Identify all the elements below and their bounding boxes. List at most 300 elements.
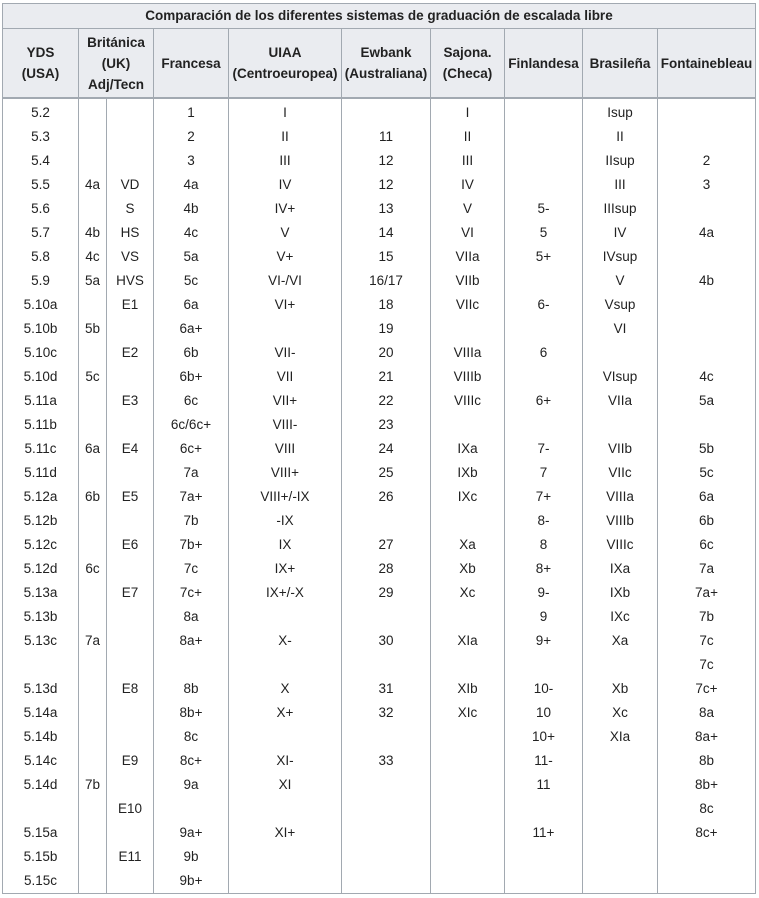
cell-finnish: 6- [505,293,583,317]
cell-uk-adj [79,581,107,605]
cell-yds: 5.14a [3,701,79,725]
cell-ewbank [342,509,431,533]
cell-ewbank [342,773,431,797]
cell-uk-adj [79,533,107,557]
cell-ewbank: 12 [342,149,431,173]
cell-french: 9b+ [154,869,229,894]
cell-finnish: 9+ [505,629,583,653]
cell-uiaa: VI+ [229,293,342,317]
cell-uiaa: X+ [229,701,342,725]
cell-ewbank: 19 [342,317,431,341]
cell-finnish: 5+ [505,245,583,269]
cell-yds: 5.14b [3,725,79,749]
cell-brazilian: IIsup [583,149,658,173]
cell-yds [3,653,79,677]
cell-french [154,797,229,821]
cell-saxon: VIIa [431,245,505,269]
table-row [3,557,756,581]
table-row [3,869,756,894]
cell-uk-tech [107,557,154,581]
cell-ewbank: 31 [342,677,431,701]
cell-fontainebleau [658,317,756,341]
cell-brazilian: VIIc [583,461,658,485]
cell-fontainebleau: 8b+ [658,773,756,797]
cell-yds: 5.12b [3,509,79,533]
table-row [3,749,756,773]
cell-uk-adj [79,725,107,749]
cell-yds: 5.6 [3,197,79,221]
cell-brazilian: III [583,173,658,197]
cell-saxon: XIa [431,629,505,653]
cell-finnish: 5- [505,197,583,221]
cell-brazilian [583,869,658,894]
cell-brazilian: V [583,269,658,293]
cell-yds: 5.15c [3,869,79,894]
cell-yds: 5.11d [3,461,79,485]
cell-fontainebleau: 2 [658,149,756,173]
cell-uk-tech: E1 [107,293,154,317]
cell-brazilian: VIsup [583,365,658,389]
cell-fontainebleau: 6b [658,509,756,533]
cell-uk-tech [107,149,154,173]
cell-uk-tech [107,461,154,485]
cell-uk-tech: E6 [107,533,154,557]
cell-fontainebleau: 7a [658,557,756,581]
cell-uk-tech [107,773,154,797]
cell-ewbank: 16/17 [342,269,431,293]
cell-brazilian [583,821,658,845]
cell-fontainebleau: 3 [658,173,756,197]
cell-ewbank: 28 [342,557,431,581]
cell-finnish [505,845,583,869]
cell-yds: 5.15b [3,845,79,869]
table-row [3,149,756,173]
table-row [3,605,756,629]
cell-saxon [431,797,505,821]
cell-finnish [505,317,583,341]
cell-finnish [505,149,583,173]
cell-fontainebleau: 7c+ [658,677,756,701]
cell-yds: 5.8 [3,245,79,269]
cell-french: 8b+ [154,701,229,725]
cell-uk-adj: 7b [79,773,107,797]
cell-uiaa: III [229,149,342,173]
cell-uk-tech: S [107,197,154,221]
cell-finnish [505,653,583,677]
cell-brazilian [583,749,658,773]
cell-uiaa: X [229,677,342,701]
cell-uk-tech [107,605,154,629]
cell-saxon [431,725,505,749]
cell-yds: 5.10c [3,341,79,365]
cell-fontainebleau [658,98,756,125]
cell-saxon: IXc [431,485,505,509]
cell-uk-adj [79,149,107,173]
table-row [3,821,756,845]
cell-brazilian: VIIIa [583,485,658,509]
cell-uk-tech [107,125,154,149]
cell-french: 6c+ [154,437,229,461]
table-row [3,98,756,125]
cell-fontainebleau: 4c [658,365,756,389]
cell-saxon [431,821,505,845]
cell-uk-tech: E11 [107,845,154,869]
cell-fontainebleau [658,845,756,869]
cell-french: 9a [154,773,229,797]
cell-finnish: 10 [505,701,583,725]
cell-yds: 5.10d [3,365,79,389]
cell-uk-adj [79,821,107,845]
cell-uiaa: XI+ [229,821,342,845]
cell-saxon: III [431,149,505,173]
cell-uk-tech [107,413,154,437]
cell-uk-adj: 4c [79,245,107,269]
cell-uiaa: -IX [229,509,342,533]
table-row [3,533,756,557]
cell-ewbank: 29 [342,581,431,605]
table-row [3,485,756,509]
cell-uk-tech [107,98,154,125]
cell-brazilian: Xb [583,677,658,701]
cell-uiaa [229,605,342,629]
cell-yds: 5.12d [3,557,79,581]
table-row [3,701,756,725]
cell-brazilian: VIIa [583,389,658,413]
cell-brazilian: VIIIc [583,533,658,557]
cell-ewbank: 12 [342,173,431,197]
cell-brazilian: II [583,125,658,149]
table-row [3,725,756,749]
cell-fontainebleau: 4b [658,269,756,293]
cell-ewbank: 18 [342,293,431,317]
cell-uk-adj: 4b [79,221,107,245]
cell-uk-adj [79,413,107,437]
table-row [3,845,756,869]
cell-finnish: 7+ [505,485,583,509]
cell-uk-adj [79,653,107,677]
cell-finnish: 6+ [505,389,583,413]
cell-french: 7a+ [154,485,229,509]
cell-fontainebleau [658,245,756,269]
table-row [3,197,756,221]
cell-uiaa [229,653,342,677]
cell-saxon: VIIb [431,269,505,293]
cell-french: 4b [154,197,229,221]
cell-brazilian: XIa [583,725,658,749]
header-french: Francesa [154,29,229,99]
cell-ewbank [342,605,431,629]
cell-french: 5a [154,245,229,269]
cell-yds: 5.9 [3,269,79,293]
cell-uk-tech [107,653,154,677]
cell-finnish: 5 [505,221,583,245]
cell-uk-adj: 6a [79,437,107,461]
cell-finnish [505,269,583,293]
cell-brazilian: IV [583,221,658,245]
cell-yds: 5.11b [3,413,79,437]
cell-brazilian [583,845,658,869]
cell-brazilian [583,413,658,437]
header-british: Británica (UK) Adj/Tecn [79,29,154,99]
cell-ewbank: 22 [342,389,431,413]
cell-ewbank: 26 [342,485,431,509]
table-row [3,437,756,461]
table-row [3,653,756,677]
cell-yds: 5.7 [3,221,79,245]
cell-yds: 5.3 [3,125,79,149]
cell-uiaa: XI- [229,749,342,773]
cell-brazilian: IXa [583,557,658,581]
header-ewbank: Ewbank (Australiana) [342,29,431,99]
cell-uiaa: VII [229,365,342,389]
cell-yds: 5.2 [3,98,79,125]
cell-yds: 5.4 [3,149,79,173]
cell-finnish: 7- [505,437,583,461]
cell-ewbank [342,725,431,749]
cell-uk-adj: 5c [79,365,107,389]
cell-finnish: 9- [505,581,583,605]
cell-uiaa: VII+ [229,389,342,413]
cell-saxon [431,653,505,677]
cell-uk-adj: 4a [79,173,107,197]
cell-uk-tech: E5 [107,485,154,509]
cell-finnish [505,797,583,821]
cell-saxon: VIIIc [431,389,505,413]
cell-french: 8a+ [154,629,229,653]
table-row [3,629,756,653]
header-row [3,29,756,99]
cell-finnish: 10+ [505,725,583,749]
cell-saxon: Xb [431,557,505,581]
cell-french: 2 [154,125,229,149]
cell-uiaa: IX+ [229,557,342,581]
cell-uk-tech [107,869,154,894]
cell-brazilian: IXb [583,581,658,605]
cell-yds: 5.11a [3,389,79,413]
cell-french: 8b [154,677,229,701]
cell-uk-tech: E7 [107,581,154,605]
cell-french: 4c [154,221,229,245]
cell-finnish [505,98,583,125]
cell-uiaa: IV [229,173,342,197]
cell-brazilian: Xa [583,629,658,653]
cell-finnish: 11- [505,749,583,773]
cell-uk-adj [79,845,107,869]
cell-uiaa: II [229,125,342,149]
cell-uk-adj [79,341,107,365]
cell-fontainebleau [658,341,756,365]
cell-uk-tech: HVS [107,269,154,293]
cell-uk-adj: 6c [79,557,107,581]
cell-saxon: IXa [431,437,505,461]
cell-french: 7b+ [154,533,229,557]
cell-french: 6b [154,341,229,365]
cell-ewbank: 33 [342,749,431,773]
cell-uk-adj [79,197,107,221]
cell-saxon [431,773,505,797]
cell-fontainebleau: 7c [658,653,756,677]
cell-ewbank: 13 [342,197,431,221]
cell-french: 6c [154,389,229,413]
cell-uk-tech [107,725,154,749]
header-yds: YDS (USA) [3,29,79,99]
cell-french: 6b+ [154,365,229,389]
cell-saxon: Xc [431,581,505,605]
cell-uk-adj [79,389,107,413]
table-row [3,173,756,197]
cell-uk-adj: 6b [79,485,107,509]
cell-uk-tech: VD [107,173,154,197]
cell-fontainebleau [658,293,756,317]
cell-saxon [431,605,505,629]
cell-brazilian: Isup [583,98,658,125]
table-row [3,365,756,389]
cell-saxon [431,413,505,437]
cell-uk-adj [79,797,107,821]
table-row [3,221,756,245]
table-row [3,797,756,821]
cell-ewbank [342,797,431,821]
cell-finnish [505,125,583,149]
cell-french [154,653,229,677]
cell-uiaa: VI-/VI [229,269,342,293]
cell-uk-adj [79,605,107,629]
cell-uk-tech [107,629,154,653]
cell-ewbank: 24 [342,437,431,461]
cell-ewbank: 25 [342,461,431,485]
grading-comparison-table [2,3,756,894]
cell-french: 9a+ [154,821,229,845]
cell-saxon [431,749,505,773]
cell-uiaa [229,845,342,869]
cell-ewbank [342,98,431,125]
cell-yds: 5.13d [3,677,79,701]
cell-saxon: VI [431,221,505,245]
cell-saxon: II [431,125,505,149]
cell-yds: 5.12c [3,533,79,557]
cell-finnish [505,365,583,389]
cell-fontainebleau: 7b [658,605,756,629]
cell-yds: 5.5 [3,173,79,197]
cell-saxon: I [431,98,505,125]
table-caption: Comparación de los diferentes sistemas de graduación de escalada libre [2,3,756,28]
cell-french: 9b [154,845,229,869]
cell-finnish [505,413,583,437]
cell-uk-adj [79,98,107,125]
cell-uk-tech [107,821,154,845]
cell-brazilian: IVsup [583,245,658,269]
cell-fontainebleau: 5a [658,389,756,413]
cell-fontainebleau: 8c+ [658,821,756,845]
cell-french: 7b [154,509,229,533]
cell-uiaa: VIII- [229,413,342,437]
cell-ewbank [342,653,431,677]
cell-uk-tech: E3 [107,389,154,413]
cell-saxon: Xa [431,533,505,557]
cell-french: 3 [154,149,229,173]
cell-french: 8a [154,605,229,629]
cell-fontainebleau: 8b [658,749,756,773]
cell-ewbank: 20 [342,341,431,365]
cell-fontainebleau [658,125,756,149]
cell-uiaa: I [229,98,342,125]
header-saxon: Sajona. (Checa) [431,29,505,99]
cell-finnish: 11 [505,773,583,797]
cell-yds: 5.13b [3,605,79,629]
cell-finnish: 8 [505,533,583,557]
cell-yds: 5.14c [3,749,79,773]
cell-uk-adj: 5a [79,269,107,293]
cell-fontainebleau: 8a [658,701,756,725]
header-finnish: Finlandesa [505,29,583,99]
cell-french: 8c+ [154,749,229,773]
cell-brazilian: IXc [583,605,658,629]
cell-uiaa: V+ [229,245,342,269]
cell-saxon: VIIIa [431,341,505,365]
cell-finnish: 7 [505,461,583,485]
cell-fontainebleau: 7a+ [658,581,756,605]
cell-fontainebleau [658,869,756,894]
cell-ewbank [342,869,431,894]
cell-fontainebleau: 8a+ [658,725,756,749]
cell-brazilian [583,797,658,821]
cell-uiaa: VIII [229,437,342,461]
cell-uiaa: IV+ [229,197,342,221]
cell-uiaa [229,725,342,749]
cell-finnish: 11+ [505,821,583,845]
cell-ewbank: 27 [342,533,431,557]
cell-french: 6a [154,293,229,317]
cell-uk-tech: HS [107,221,154,245]
table-row [3,389,756,413]
cell-french: 4a [154,173,229,197]
cell-brazilian: VIIIb [583,509,658,533]
cell-uiaa: V [229,221,342,245]
cell-saxon: XIb [431,677,505,701]
header-brazilian: Brasileña [583,29,658,99]
cell-yds: 5.10a [3,293,79,317]
cell-finnish: 8- [505,509,583,533]
cell-uiaa [229,317,342,341]
cell-yds: 5.13c [3,629,79,653]
cell-saxon: V [431,197,505,221]
cell-finnish: 8+ [505,557,583,581]
cell-uiaa: VIII+/-IX [229,485,342,509]
table-row [3,677,756,701]
cell-uk-adj [79,125,107,149]
table-row [3,317,756,341]
cell-french: 1 [154,98,229,125]
cell-uiaa [229,797,342,821]
cell-fontainebleau: 5c [658,461,756,485]
cell-brazilian: Vsup [583,293,658,317]
header-uiaa: UIAA (Centroeuropea) [229,29,342,99]
cell-uk-adj [79,293,107,317]
cell-ewbank: 14 [342,221,431,245]
table-row [3,341,756,365]
cell-brazilian [583,653,658,677]
cell-uiaa [229,869,342,894]
cell-uk-tech: E8 [107,677,154,701]
cell-brazilian [583,341,658,365]
cell-yds: 5.14d [3,773,79,797]
cell-saxon: VIIc [431,293,505,317]
cell-brazilian: VI [583,317,658,341]
cell-brazilian: IIIsup [583,197,658,221]
cell-french: 6a+ [154,317,229,341]
cell-uk-tech: E10 [107,797,154,821]
cell-uk-adj [79,701,107,725]
